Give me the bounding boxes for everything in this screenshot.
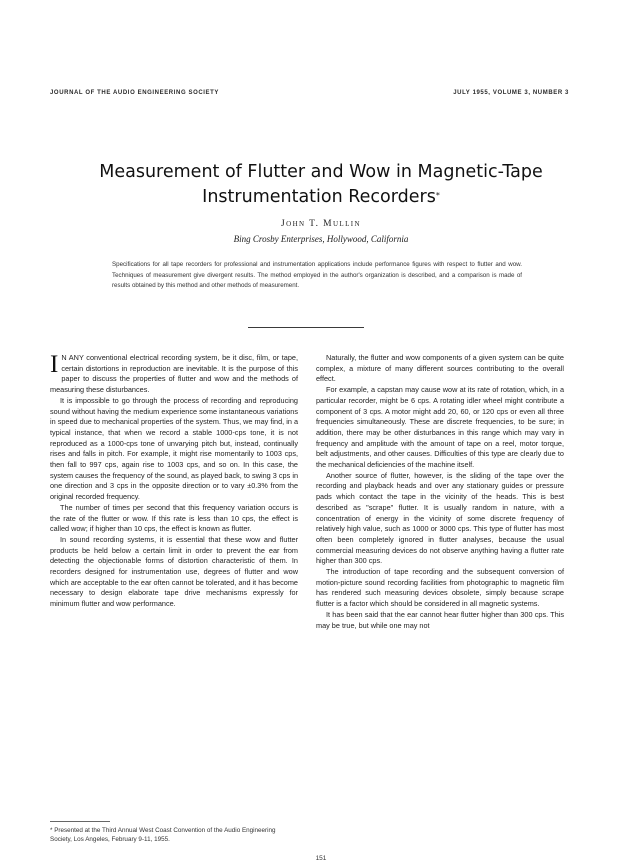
footnote: * Presented at the Third Annual West Coast Convention of the Audio Engineering Society, Los Angeles, February 9-11, 1955. [50,827,276,843]
footnote-divider [50,821,110,822]
paragraph: The introduction of tape recording and the subsequent conversion of motion-picture sound recording facilities from photographic to magnetic film has rendered such measuring devices obsolete, simply because scrape flutter is a factor which should be considered in all magnetic systems. [316,567,564,609]
page-number: 151 [315,855,327,862]
abstract: Specifications for all tape recorders for professional and instrumentation applications include performance figures with respect to flutter and wow. Techniques of measurement give divergent results. The method employed in the author's organization is described, and a comparison is made of results obtained by this method and other methods of measurement. [112,261,522,289]
journal-name: JOURNAL OF THE AUDIO ENGINEERING SOCIETY [50,90,220,96]
running-header [50,90,569,96]
section-divider [248,327,364,328]
issue-info: JULY 1955, VOLUME 3, NUMBER 3 [453,90,569,96]
title-line-2-text: Instrumentation Recorders [202,187,436,207]
paragraph: For example, a capstan may cause wow at its rate of rotation, which, in a particular recorder, might be 6 cps. A rotating idler wheel might contribute a component of 3 cps. A motor might add 20, 60, or 120 cps or even all three frequencies simultaneously. These are discrete frequencies, to be sure; in addition, there may be other disturbances in this range which may vary in frequency and amplitude with the amount of tape on a reel, motor torque, belt adjustments, and other causes. Difficulties of this type are clearly due to the mechanical deficiencies of the machine itself. [316,385,564,470]
paragraph: The number of times per second that this frequency variation occurs is the rate of the flutter or wow. If this rate is less than 10 cps, the effect is called wow; if higher than 10 cps, the effect is known as flutter. [50,502,298,534]
paper-title [0,160,642,210]
drop-cap: I [50,351,59,378]
paragraph: In sound recording systems, it is essential that these wow and flutter products be held below a certain limit in order to prevent the ear from detecting the objectionable forms of distortion characteristic of them. In recorders designed for instrumentation use, degrees of flutter and wow which are acceptable to the ear often cannot be tolerated, and it has become necessary to design elaborate tape drive mechanisms expressly for minimum flutter and wow performance. [50,534,298,609]
paragraph: Another source of flutter, however, is the sliding of the tape over the recording and playback heads and over any stationary guides or pressure pads which contact the tape in the vicinity of the heads. This is best described as "scrape" flutter. It is usually random in nature, with a concentration of energy in the vicinity of some discrete frequency of relatively high value, such as 1000 or 3000 cps. This type of flutter has most often been completely ignored in flutter analyses, because the usual commercial measuring devices do not observe anything having a flutter rate higher than 300 cps. [316,470,564,566]
author-affiliation: Bing Crosby Enterprises, Hollywood, California [233,234,409,244]
paragraph: It has been said that the ear cannot hear flutter higher than 300 cps. This may be true, but while one may not [316,609,564,630]
title-footnote-mark: * [435,191,440,200]
title-line-2 [0,185,642,210]
body-column-right [316,353,564,631]
paragraph [50,353,298,396]
paragraph: It is impossible to go through the process of recording and reproducing sound without having the medium experience some instantaneous variations in speed due to mechanical properties of the system. Thus, we may find, in a typical instance, that when we record a stable 1000-cps tone, it is not reproduced as a 1000-cps tone of unvarying pitch but, instead, continually rises and falls in pitch. For example, it might rise momentarily to 1003 cps, then fall to 997 cps, again rise to 1003 cps, and so on. In this case, the system causes the frequency of the sound, as played back, to swing 3 cps in one direction and 3 cps in the opposite direction or to vary ±0.3% from the original recorded frequency. [50,395,298,502]
paragraph: Naturally, the flutter and wow components of a given system can be quite complex, a mixture of many different sources contributing to the overall effect. [316,353,564,384]
paragraph-text: N ANY conventional electrical recording system, be it disc, film, or tape, certain distortions in reproduction are inevitable. It is the purpose of this paper to discuss the properties of flutter and wow and the methods of measuring these disturbances. [50,353,298,395]
body-column-left [50,353,298,610]
title-line-1: Measurement of Flutter and Wow in Magnetic-Tape [99,162,543,182]
author-name: John T. Mullin [281,219,361,229]
